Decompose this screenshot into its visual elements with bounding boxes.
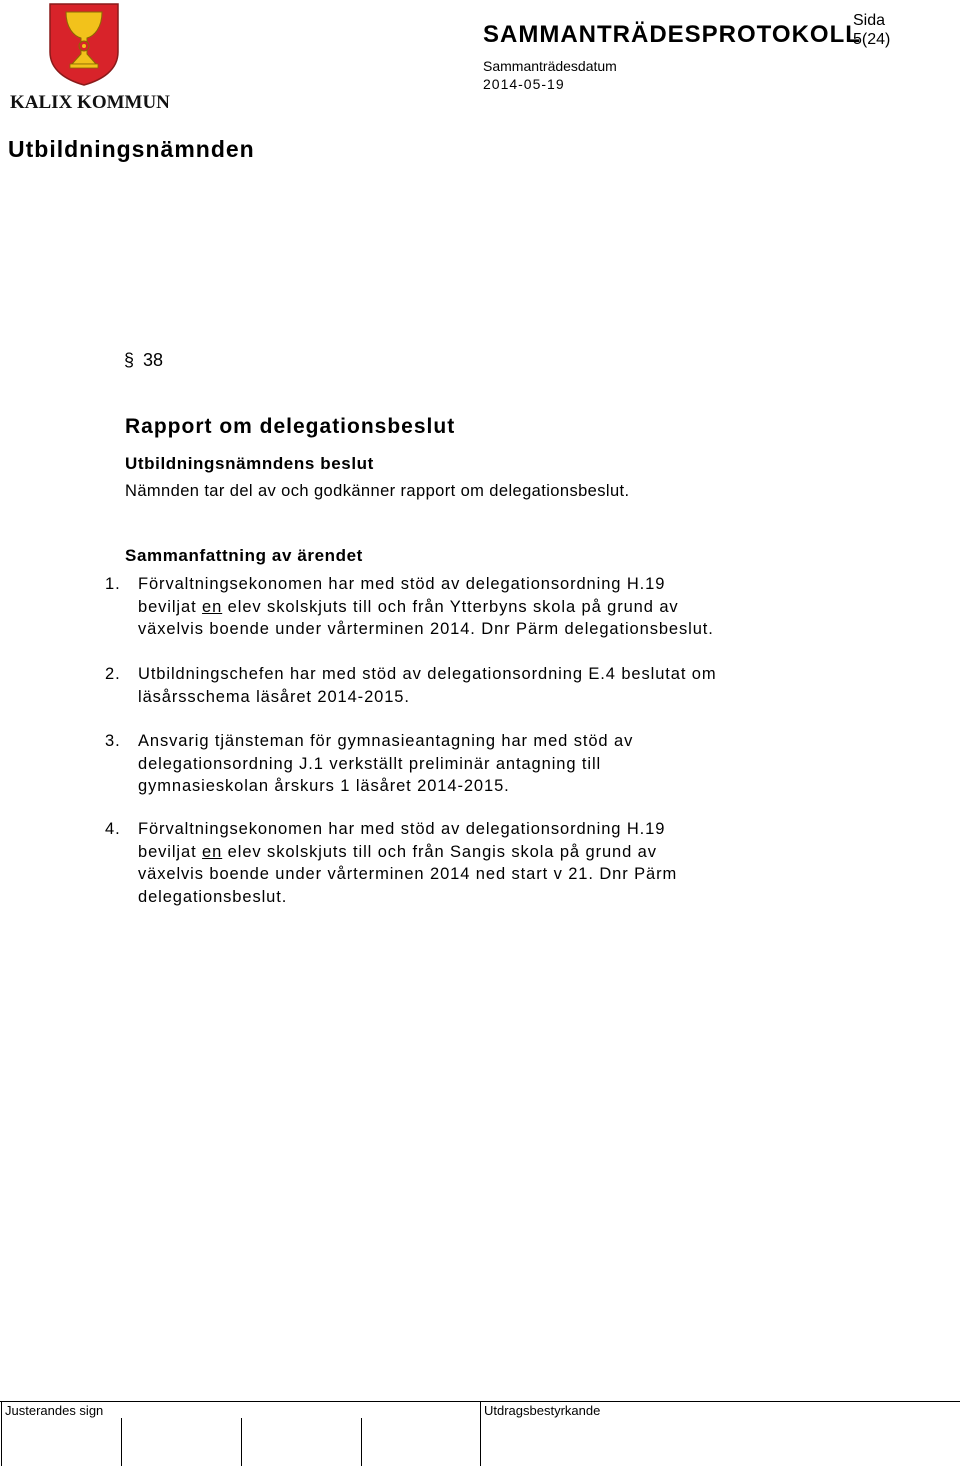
signature-box-divider [121,1418,122,1466]
signature-box-divider [361,1418,362,1466]
footer-section-divider [480,1401,481,1466]
item-line [138,596,679,619]
item-line-part: beviljat [138,842,203,861]
item-line: läsårsschema läsåret 2014-2015. [138,687,410,706]
item-line-part: elev skolskjuts till och från Ytterbyns skola på grund av [222,597,679,616]
item-line: Förvaltningsekonomen har med stöd av delegationsordning H.19 [138,575,666,593]
document-title: SAMMANTRÄDESPROTOKOLL [483,21,861,48]
item-line: Utbildningschefen har med stöd av delegationsordning E.4 beslutat om [138,665,717,683]
item-line-part: beviljat [138,597,203,616]
item-number: 3. [105,732,121,750]
item-line: växelvis boende under vårterminen 2014 ned start v 21. Dnr Pärm [138,865,678,883]
extract-certification-label: Utdragsbestyrkande [484,1403,601,1418]
underlined-word: en [202,597,223,616]
committee-name: Utbildningsnämnden [8,136,255,162]
page-number: 5(24) [853,31,891,48]
underlined-word: en [202,842,223,861]
item-line: Förvaltningsekonomen har med stöd av delegationsordning H.19 [138,820,666,838]
summary-heading: Sammanfattning av ärendet [125,546,363,565]
item-line-part: elev skolskjuts till och från Sangis skola på grund av [222,842,657,861]
signature-footer [0,1400,960,1466]
kalix-coat-of-arms-icon [46,2,122,86]
item-number: 2. [105,665,121,683]
item-number: 1. [105,575,121,593]
item-line: gymnasieskolan årskurs 1 läsåret 2014-2015. [138,777,510,795]
meeting-date-value: 2014-05-19 [483,76,565,92]
section-number: 38 [143,350,164,370]
item-line [138,841,657,864]
item-line: växelvis boende under vårterminen 2014. Dnr Pärm delegationsbeslut. [138,620,714,638]
section-heading: Rapport om delegationsbeslut [125,415,456,438]
decision-heading: Utbildningsnämndens beslut [125,454,374,473]
meeting-date-label: Sammanträdesdatum [483,58,617,74]
section-symbol: § [124,350,135,370]
decision-text: Nämnden tar del av och godkänner rapport om delegationsbeslut. [125,482,630,500]
item-number: 4. [105,820,121,838]
municipality-logo-text: KALIX KOMMUN [10,92,170,113]
adjuster-signature-label: Justerandes sign [5,1403,104,1418]
item-line: Ansvarig tjänsteman för gymnasieantagning har med stöd av [138,732,634,750]
item-line: delegationsordning J.1 verkställt preliminär antagning till [138,754,602,773]
page-label: Sida [853,12,886,29]
footer-border [1,1401,2,1466]
signature-box-divider [241,1418,242,1466]
item-line: delegationsbeslut. [138,887,288,906]
